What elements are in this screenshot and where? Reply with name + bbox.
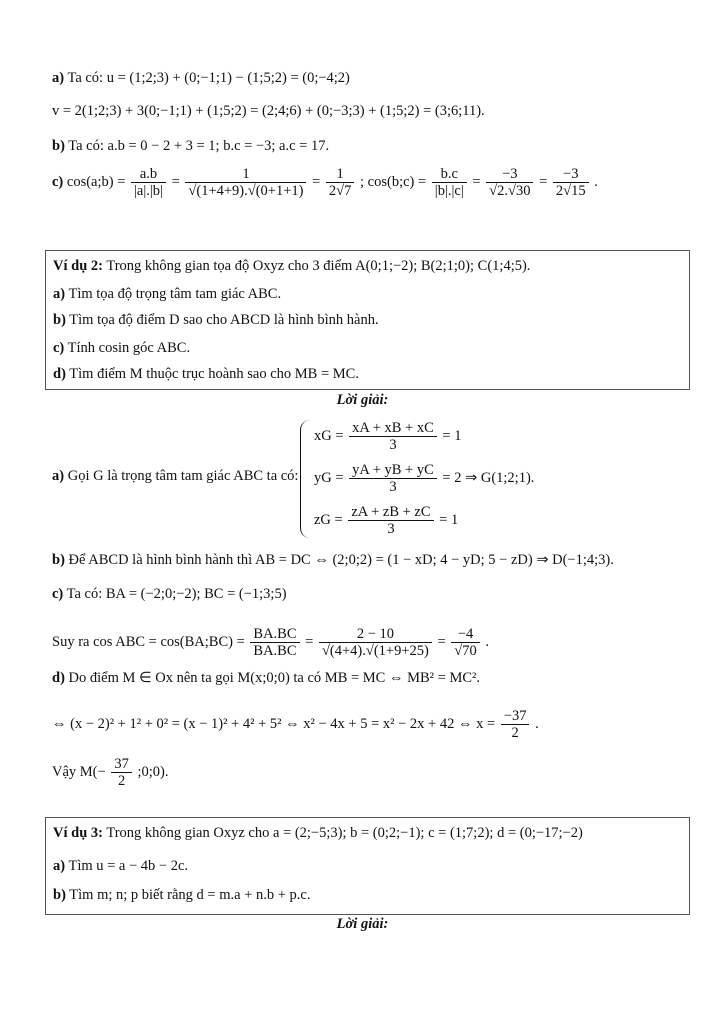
ex3-question-b: b) Tìm m; n; p biết rằng d = m.a + n.b + p.c.: [53, 887, 311, 903]
ex1-a-text: Ta có: u = (1;2;3) + (0;−1;1) − (1;5;2) = (0;−4;2): [67, 70, 350, 86]
part-label: c): [52, 173, 64, 190]
ex1-part-a: [52, 68, 350, 88]
ex2-solution-c2: Suy ra cos ABC = cos(BA;BC) = $\frac{BA.BC}{BA.BC}$ = $\frac{2 - 10}{√(4+4).√(1+9+25)}$ = $\frac{-4}{√70}$ .: [52, 626, 490, 659]
ex3-question-a: a) Tìm u = a − 4b − 2c.: [53, 858, 189, 874]
ex2-solution-b: b) Để ABCD là hình bình hành thì AB = DC ⇔ (2;0;2) = (1 − xD; 4 − yD; 5 − zD) ⇒ D(−1;4;3).: [52, 552, 614, 568]
ex2-zg-equation: zG = $\frac{zA + zB + zC}{3}$ = 1: [314, 504, 459, 537]
ex3-solution-heading: Lời giải:: [336, 916, 389, 932]
fraction: $\frac{-3}{2√15}$: [553, 166, 589, 199]
ex1-b-text: Ta có: a.b = 0 − 2 + 3 = 1; b.c = −3; a.c = 17.: [68, 138, 330, 154]
ex2-question-c: c) Tính cosin góc ABC.: [53, 340, 191, 356]
part-label: a): [52, 70, 65, 86]
ex2-solution-d3: Vậy M(− $\frac{37}{2}$ ;0;0).: [52, 756, 169, 789]
ex1-part-c: c) cos(a;b) = $\frac{a.b}{|a|.|b|}$ = $\frac{1}{√(1+4+9).√(0+1+1)}$ = $\frac{1}{2√7}$ ; cos(b;c) = $\frac{b.c}{|b|.|c|}$ = $\frac{-3}{√2.√30}$ = $\frac{-3}{2√15}$ .: [52, 166, 598, 199]
ex2-solution-d2: ⇔ (x − 2)² + 1² + 0² = (x − 1)² + 4² + 5² ⇔ x² − 4x + 5 = x² − 2x + 42 ⇔ x = $\frac{-37}{2}$ .: [52, 708, 539, 741]
ex2-question-a: a) Tìm tọa độ trọng tâm tam giác ABC.: [53, 286, 282, 302]
ex2-solution-d: d) Do điểm M ∈ Ox nên ta gọi M(x;0;0) ta có MB = MC ⇔ MB² = MC².: [52, 670, 480, 686]
example-label: Ví dụ 2:: [53, 258, 103, 274]
system-brace: [300, 420, 313, 538]
ex3-title-text: Trong không gian Oxyz cho a = (2;−5;3); b = (0;2;−1); c = (1;7;2); d = (0;−17;−2): [106, 825, 583, 841]
ex2-yg-equation: yG = $\frac{yA + yB + yC}{3}$ = 2 ⇒ G(1;2;1).: [314, 462, 535, 495]
fraction: $\frac{1}{√(1+4+9).√(0+1+1)}$: [185, 166, 306, 199]
ex1-v-text: v = 2(1;2;3) + 3(0;−1;1) + (1;5;2) = (2;4;6) + (0;−3;3) + (1;5;2) = (3;6;11).: [52, 103, 485, 119]
example-label: Ví dụ 3:: [53, 825, 103, 841]
fraction: $\frac{1}{2√7}$: [326, 166, 354, 199]
fraction: $\frac{b.c}{|b|.|c|}$: [432, 166, 467, 199]
ex2-title: [53, 256, 530, 276]
ex2-question-b: b) Tìm tọa độ điểm D sao cho ABCD là hình bình hành.: [53, 312, 379, 328]
fraction: $\frac{-3}{√2.√30}$: [486, 166, 533, 199]
ex1-part-b: [52, 136, 329, 156]
ex2-solution-a: a) Gọi G là trọng tâm tam giác ABC ta có:: [52, 468, 299, 484]
ex1-v-line: [52, 101, 485, 121]
ex2-xg-equation: xG = $\frac{xA + xB + xC}{3}$ = 1: [314, 420, 462, 453]
fraction: $\frac{a.b}{|a|.|b|}$: [131, 166, 166, 199]
ex1-c-lhs: cos(a;b) =: [66, 173, 126, 190]
part-label: b): [52, 138, 65, 154]
ex3-title: [53, 823, 583, 843]
ex2-solution-heading: Lời giải:: [336, 392, 389, 408]
ex2-title-text: Trong không gian tọa độ Oxyz cho 3 điểm A(0;1;−2); B(2;1;0); C(1;4;5).: [106, 258, 531, 274]
ex2-question-d: d) Tìm điểm M thuộc trục hoành sao cho MB = MC.: [53, 366, 359, 382]
ex2-solution-c: c) Ta có: BA = (−2;0;−2); BC = (−1;3;5): [52, 586, 287, 602]
